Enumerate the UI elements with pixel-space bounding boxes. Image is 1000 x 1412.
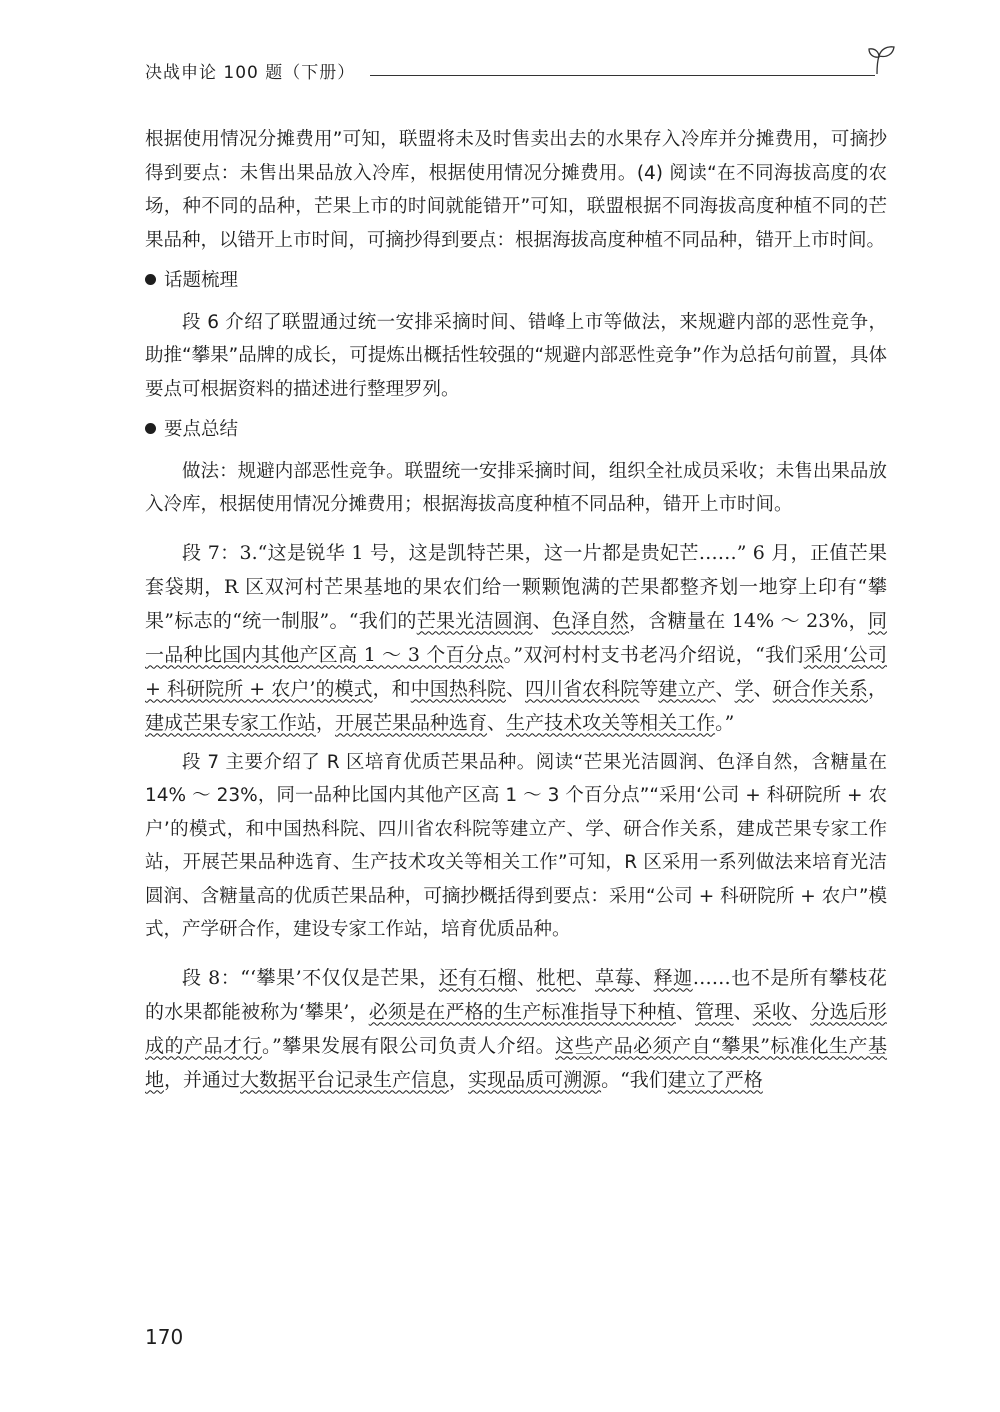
underlined-phrase: 释迦 bbox=[653, 966, 693, 989]
underlined-phrase: 草莓 bbox=[595, 966, 635, 989]
underlined-phrase: 同一品种比国内其他产区高 1 ～ 3 个百分点 bbox=[145, 609, 887, 666]
underlined-phrase: 这些产品必须产自“攀果”标准化生产基地 bbox=[145, 1034, 887, 1091]
underlined-phrase: 必须是在严格的生产标准指导下种植 bbox=[368, 1000, 676, 1023]
book-title: 决战申论 100 题（下册） bbox=[145, 63, 356, 83]
underlined-phrase: 枇杷 bbox=[536, 966, 576, 989]
underlined-phrase: 学 bbox=[734, 677, 754, 700]
underlined-phrase: 采用‘公司 + 科研院所 + 农户’的模式 bbox=[145, 643, 887, 700]
running-header bbox=[145, 60, 905, 90]
paragraph-analysis-7: 段 7 主要介绍了 R 区培育优质芒果品种。阅读“芒果光洁圆润、色泽自然，含糖量在 14% ～ 23%，同一品种比国内其他产区高 1 ～ 3 个百分点”“采用‘公司 + 科研院所 + 农户’的模式，和中国热科院、四川省农科院等建立产、学、研合作关系，建成芒果专家工作站，开展芒果品种选育、生产技术攻关等相关工作”可知，R 区采用一系列做法来培育光洁圆润、含糖量高的优质芒果品种，可摘抄概括得到要点：采用“公司 + 科研院所 + 农户”模式，产学研合作，建设专家工作站，培育优质品种。 bbox=[145, 751, 887, 940]
page-number: 170 bbox=[145, 1325, 184, 1349]
underlined-phrase: 色泽自然 bbox=[551, 609, 630, 632]
sprout-icon bbox=[867, 44, 897, 76]
underlined-phrase: 管理 bbox=[695, 1000, 734, 1023]
section-heading-summary bbox=[145, 413, 887, 447]
underlined-phrase: 建立产 bbox=[658, 677, 716, 700]
underlined-phrase: 开展芒果品种选育 bbox=[335, 711, 488, 734]
underlined-phrase: 中国热科院 bbox=[410, 677, 506, 700]
heading-label: 话题梳理 bbox=[164, 270, 239, 291]
paragraph-key-points: 做法：规避内部恶性竞争。联盟统一安排采摘时间，组织全社成员采收；未售出果品放入冷库，根据使用情况分摊费用；根据海拔高度种植不同品种，错开上市时间。 bbox=[145, 460, 887, 515]
underlined-phrase: 研合作关系 bbox=[772, 677, 868, 700]
underlined-phrase: 还有石榴 bbox=[438, 966, 517, 989]
header-rule bbox=[370, 75, 875, 76]
underlined-phrase: 建成芒果专家工作站 bbox=[145, 711, 317, 734]
heading-label: 要点总结 bbox=[164, 419, 239, 440]
underlined-phrase: 生产技术攻关等相关工作 bbox=[506, 711, 716, 734]
bullet-dot-icon bbox=[145, 423, 156, 434]
paragraph-topic-analysis: 段 6 介绍了联盟通过统一安排采摘时间、错峰上市等做法，来规避内部的恶性竞争，助推“攀果”品牌的成长，可提炼出概括性较强的“规避内部恶性竞争”作为总括句前置，具体要点可根据资料的描述进行整理罗列。 bbox=[145, 311, 887, 400]
underlined-phrase: 建立了严格 bbox=[667, 1068, 763, 1091]
underlined-phrase: 采收 bbox=[752, 1000, 792, 1023]
underlined-phrase: 大数据平台记录生产信息 bbox=[240, 1068, 450, 1091]
page-body bbox=[145, 123, 887, 1097]
bullet-dot-icon bbox=[145, 274, 156, 285]
underlined-phrase: 实现品质可溯源 bbox=[468, 1068, 602, 1091]
underlined-phrase: 芒果光洁圆润 bbox=[416, 609, 533, 632]
paragraph-continuation: 根据使用情况分摊费用”可知，联盟将未及时售卖出去的水果存入冷库并分摊费用，可摘抄得到要点：未售出果品放入冷库，根据使用情况分摊费用。(4) 阅读“在不同海拔高度的农场，种不同的品种，芒果上市的时间就能错开”可知，联盟根据不同海拔高度种植不同的芒果品种，以错开上市时间，可摘抄得到要点：根据海拔高度种植不同品种，错开上市时间。 bbox=[145, 129, 887, 251]
section-heading-topic bbox=[145, 264, 887, 298]
underlined-phrase: 四川省农科院 bbox=[525, 677, 640, 700]
underlined-phrase: 分选后形成的产品才行 bbox=[145, 1000, 887, 1057]
source-excerpt-8: 段 8：“‘攀果’不仅仅是芒果，还有石榴、枇杷、草莓、释迦……也不是所有攀枝花的水果都能被称为‘攀果’，必须是在严格的生产标准指导下种植、管理、采收、分选后形成的产品才行。”攀果发展有限公司负责人介绍。这些产品必须产自“攀果”标准化生产基地，并通过大数据平台记录生产信息，实现品质可溯源。“我们建立了严格 bbox=[145, 966, 887, 1091]
source-excerpt-7: 段 7：3.“这是锐华 1 号，这是凯特芒果，这一片都是贵妃芒……” 6 月，正值芒果套袋期，R 区双河村芒果基地的果农们给一颗颗饱满的芒果都整齐划一地穿上印有“攀果”标志的“统一制服”。“我们的芒果光洁圆润、色泽自然，含糖量在 14% ～ 23%，同一品种比国内其他产区高 1 ～ 3 个百分点。”双河村村支书老冯介绍说，“我们采用‘公司 + 科研院所 + 农户’的模式，和中国热科院、四川省农科院等建立产、学、研合作关系，建成芒果专家工作站，开展芒果品种选育、生产技术攻关等相关工作。” bbox=[145, 541, 887, 734]
